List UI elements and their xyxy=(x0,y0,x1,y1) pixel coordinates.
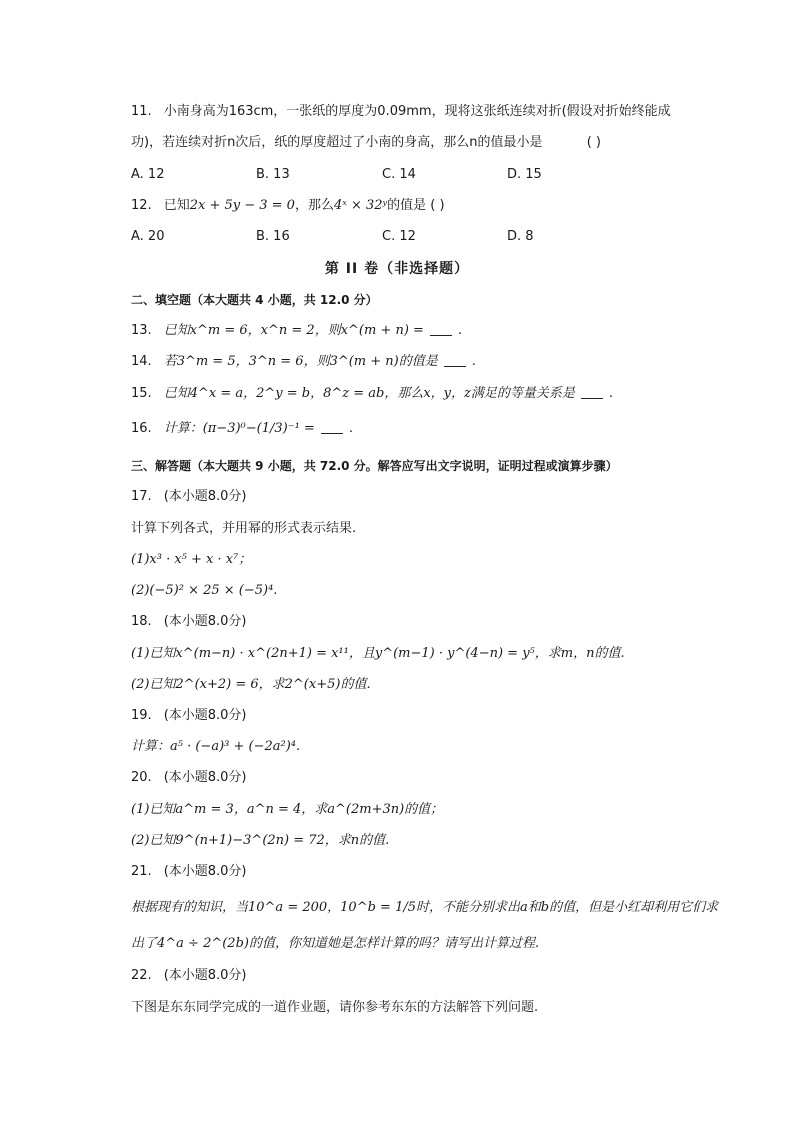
q21-number: 21. xyxy=(131,864,152,879)
q18-part2: (2)已知2^(x+2) = 6，求2^(x+5)的值. xyxy=(131,677,371,692)
q16-text: 计算：(π−3)⁰−(1/3)⁻¹ = xyxy=(163,421,315,436)
q14-answer-blank[interactable] xyxy=(444,354,466,367)
q11-text-line1: 小南身高为163cm，一张纸的厚度为0.09mm，现将这张纸连续对折(假设对折始终能成 xyxy=(163,104,671,119)
q16-answer-blank[interactable] xyxy=(321,421,343,434)
q13-text: 已知x^m = 6，x^n = 2，则x^(m + n) = xyxy=(163,323,424,338)
q12-option-b: B. 16 xyxy=(256,229,290,244)
q12-number: 12. xyxy=(131,198,152,213)
q17-part1: (1)x³ · x⁵ + x · x⁷； xyxy=(131,552,252,567)
q13-number: 13. xyxy=(131,323,152,338)
q11-option-c: C. 14 xyxy=(382,167,416,182)
q12-text-b: ，那么 xyxy=(294,198,334,213)
q12-text-c: 的值是 ( ) xyxy=(387,198,445,213)
q12-option-c: C. 12 xyxy=(382,229,416,244)
q20-part1: (1)已知a^m = 3，a^n = 4，求a^(2m+3n)的值； xyxy=(131,802,444,817)
q11-option-a: A. 12 xyxy=(131,167,165,182)
q11-answer-paren: ( ) xyxy=(586,135,601,150)
q11-option-d: D. 15 xyxy=(507,167,542,182)
q18-number: 18. xyxy=(131,614,152,629)
q17-intro: 计算下列各式，并用幂的形式表示结果. xyxy=(131,521,357,536)
q13-period: . xyxy=(457,323,463,338)
q22-number: 22. xyxy=(131,968,152,983)
part2-heading: 二、填空题（本大题共 4 小题，共 12.0 分） xyxy=(131,293,378,307)
q21-line2: 出了4^a ÷ 2^(2b)的值，你知道她是怎样计算的吗？请写出计算过程. xyxy=(131,936,540,951)
q20-number: 20. xyxy=(131,770,152,785)
q19-text: 计算：a⁵ · (−a)³ + (−2a²)⁴. xyxy=(131,739,301,754)
q19-score: (本小题8.0分) xyxy=(163,708,247,723)
q14-number: 14. xyxy=(131,354,152,369)
q22-score: (本小题8.0分) xyxy=(163,968,247,983)
q12-text-a: 已知 xyxy=(163,198,190,213)
q13-answer-blank[interactable] xyxy=(430,323,452,336)
section-2-title: 第 II 卷（非选择题） xyxy=(324,261,470,277)
q18-score: (本小题8.0分) xyxy=(163,614,247,629)
q21-header xyxy=(131,863,247,881)
q12-equation: 2x + 5y − 3 = 0 xyxy=(189,198,295,213)
part3-heading: 三、解答题（本大题共 9 小题，共 72.0 分。解答应写出文字说明，证明过程或演算步骤） xyxy=(131,459,618,473)
q18-header xyxy=(131,613,247,631)
q12-expression: 4ˣ × 32ʸ xyxy=(333,198,388,213)
q21-score: (本小题8.0分) xyxy=(163,864,247,879)
q16-number: 16. xyxy=(131,421,152,436)
q21-line1: 根据现有的知识，当10^a = 200，10^b = 1/5时，不能分别求出a和b的值，但是小红却利用它们求 xyxy=(131,900,719,915)
q19-number: 19. xyxy=(131,708,152,723)
q12-option-a: A. 20 xyxy=(131,229,165,244)
q14-text: 若3^m = 5，3^n = 6，则3^(m + n)的值是 xyxy=(163,354,438,369)
q14-period: . xyxy=(471,354,476,369)
q17-header xyxy=(131,488,247,506)
q14-line xyxy=(131,353,476,371)
q15-number: 15. xyxy=(131,386,152,401)
q16-line xyxy=(131,420,353,438)
q12-line xyxy=(131,197,445,215)
q13-line xyxy=(131,322,462,340)
q15-answer-blank[interactable] xyxy=(581,386,603,399)
q22-header xyxy=(131,967,247,985)
q20-part2: (2)已知9^(n+1)−3^(2n) = 72，求n的值. xyxy=(131,833,390,848)
q17-score: (本小题8.0分) xyxy=(163,489,247,504)
q11-number: 11. xyxy=(131,104,152,119)
q19-header xyxy=(131,707,247,725)
q16-period: . xyxy=(348,421,353,436)
q11-option-b: B. 13 xyxy=(256,167,290,182)
q12-option-d: D. 8 xyxy=(507,229,534,244)
q18-part1: (1)已知x^(m−n) · x^(2n+1) = x¹¹，且y^(m−1) · y^(4−n) = y⁵，求m，n的值. xyxy=(131,646,625,661)
q17-number: 17. xyxy=(131,489,152,504)
q15-line xyxy=(131,385,613,403)
q11-line1 xyxy=(131,103,671,121)
q15-period: . xyxy=(608,386,613,401)
q11-text-line2: 功)，若连续对折n次后，纸的厚度超过了小南的身高，那么n的值最小是 xyxy=(131,135,543,150)
q22-text: 下图是东东同学完成的一道作业题，请你参考东东的方法解答下列问题. xyxy=(131,1000,539,1015)
q15-text: 已知4^x = a，2^y = b，8^z = ab，那么x，y，z满足的等量关系是 xyxy=(163,386,575,401)
q20-score: (本小题8.0分) xyxy=(163,770,247,785)
q20-header xyxy=(131,769,247,787)
q17-part2: (2)(−5)² × 25 × (−5)⁴. xyxy=(131,583,278,598)
q11-line2 xyxy=(131,134,601,152)
